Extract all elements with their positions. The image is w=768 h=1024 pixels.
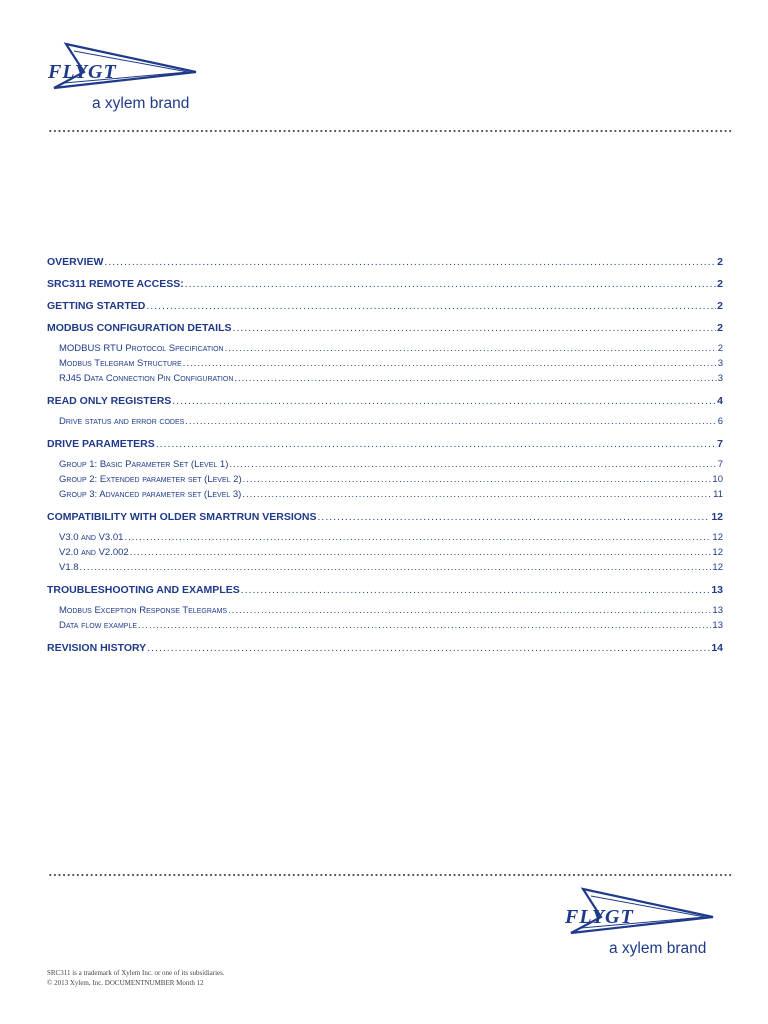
toc-page-number: 7 <box>717 438 723 450</box>
toc-page-number: 13 <box>711 584 723 596</box>
toc-entry-title: Drive status and error codes <box>59 416 185 427</box>
toc-entry-title: Group 1: Basic Parameter Set (Level 1) <box>59 459 229 470</box>
toc-entry-title: MODBUS RTU Protocol Specification <box>59 343 224 354</box>
footer-text <box>47 968 225 988</box>
toc-subentry[interactable] <box>47 488 723 503</box>
toc-subentry[interactable] <box>47 531 723 546</box>
toc-subentry[interactable] <box>47 342 723 357</box>
toc-dot-leader <box>234 372 716 386</box>
logo-tagline: a xylem brand <box>609 940 707 957</box>
toc-entry-title: Data flow example <box>59 620 138 631</box>
toc-page-number: 4 <box>717 395 723 407</box>
toc-page-number: 7 <box>717 459 723 470</box>
toc-subentry[interactable] <box>47 473 723 488</box>
toc-dot-leader <box>185 276 716 292</box>
toc-entry-title: REVISION HISTORY <box>47 642 147 654</box>
toc-entry[interactable] <box>47 640 723 662</box>
toc-dot-leader <box>233 320 717 336</box>
toc-entry-title: Modbus Telegram Structure <box>59 358 182 369</box>
toc-entry-title: COMPATIBILITY WITH OLDER SMARTRUN VERSIONS <box>47 511 317 523</box>
toc-page-number: 13 <box>712 605 723 616</box>
logo-wordmark: FLYGT <box>565 906 634 928</box>
toc-dot-leader <box>185 415 716 429</box>
toc-subentry[interactable] <box>47 546 723 561</box>
toc-page-number: 2 <box>717 256 723 268</box>
toc-entry-title: DRIVE PARAMETERS <box>47 438 155 450</box>
toc-entry-title: Modbus Exception Response Telegrams <box>59 605 228 616</box>
toc-entry-title: MODBUS CONFIGURATION DETAILS <box>47 322 232 334</box>
toc-entry[interactable] <box>47 276 723 298</box>
toc-entry[interactable] <box>47 582 723 604</box>
header-divider <box>48 129 732 133</box>
toc-page-number: 14 <box>711 642 723 654</box>
toc-dot-leader <box>172 393 716 409</box>
toc-page-number: 13 <box>712 620 723 631</box>
toc-dot-leader <box>225 342 717 356</box>
toc-page-number: 2 <box>717 343 723 354</box>
footer-divider <box>48 873 732 877</box>
toc-entry-title: Group 2: Extended parameter set (Level 2) <box>59 474 242 485</box>
trademark-note: SRC311 is a trademark of Xylem Inc. or one of its subsidiaries. <box>47 969 225 977</box>
toc-page-number: 2 <box>717 300 723 312</box>
table-of-contents <box>47 254 723 662</box>
toc-dot-leader <box>104 254 716 270</box>
toc-subentry[interactable] <box>47 458 723 473</box>
toc-dot-leader <box>228 604 711 618</box>
toc-dot-leader <box>243 473 712 487</box>
toc-page-number: 6 <box>717 416 723 427</box>
toc-page-number: 2 <box>717 278 723 290</box>
toc-subentry[interactable] <box>47 561 723 576</box>
toc-dot-leader <box>241 582 711 598</box>
toc-entry[interactable] <box>47 393 723 415</box>
toc-dot-leader <box>80 561 712 575</box>
toc-subentry[interactable] <box>47 372 723 387</box>
toc-entry-title: V3.0 and V3.01 <box>59 532 124 543</box>
toc-entry-title: OVERVIEW <box>47 256 104 268</box>
toc-page-number: 10 <box>712 474 723 485</box>
toc-entry[interactable] <box>47 254 723 276</box>
flygt-logo-top <box>46 42 206 117</box>
toc-page-number: 2 <box>717 322 723 334</box>
toc-entry[interactable] <box>47 436 723 458</box>
toc-subentry[interactable] <box>47 619 723 634</box>
toc-page-number: 12 <box>712 562 723 573</box>
toc-dot-leader <box>318 509 711 525</box>
toc-dot-leader <box>229 458 716 472</box>
toc-dot-leader <box>130 546 712 560</box>
toc-dot-leader <box>124 531 711 545</box>
toc-entry[interactable] <box>47 509 723 531</box>
toc-entry[interactable] <box>47 320 723 342</box>
toc-subentry[interactable] <box>47 415 723 430</box>
toc-dot-leader <box>242 488 712 502</box>
toc-entry-title: Group 3: Advanced parameter set (Level 3) <box>59 489 242 500</box>
toc-entry-title: SRC311 REMOTE ACCESS: <box>47 278 184 290</box>
toc-page-number: 11 <box>713 489 723 500</box>
toc-dot-leader <box>147 640 710 656</box>
logo-wordmark: FLYGT <box>48 61 117 83</box>
toc-entry-title: V1.8 <box>59 562 79 573</box>
toc-page-number: 3 <box>717 358 723 369</box>
toc-entry-title: RJ45 Data Connection Pin Configuration <box>59 373 234 384</box>
toc-entry-title: TROUBLESHOOTING AND EXAMPLES <box>47 584 240 596</box>
toc-dot-leader <box>156 436 716 452</box>
toc-entry-title: GETTING STARTED <box>47 300 146 312</box>
toc-dot-leader <box>183 357 717 371</box>
toc-entry-title: V2.0 and V2.002 <box>59 547 129 558</box>
toc-entry[interactable] <box>47 298 723 320</box>
toc-entry-title: READ ONLY REGISTERS <box>47 395 172 407</box>
toc-page-number: 12 <box>712 547 723 558</box>
toc-page-number: 3 <box>717 373 723 384</box>
toc-subentry[interactable] <box>47 357 723 372</box>
toc-page-number: 12 <box>712 532 723 543</box>
copyright-line: © 2013 Xylem, Inc. DOCUMENTNUMBER Month 12 <box>47 979 204 987</box>
toc-dot-leader <box>138 619 711 633</box>
toc-page-number: 12 <box>711 511 723 523</box>
logo-tagline: a xylem brand <box>92 95 190 112</box>
toc-dot-leader <box>146 298 716 314</box>
toc-subentry[interactable] <box>47 604 723 619</box>
flygt-logo-bottom <box>563 887 723 962</box>
